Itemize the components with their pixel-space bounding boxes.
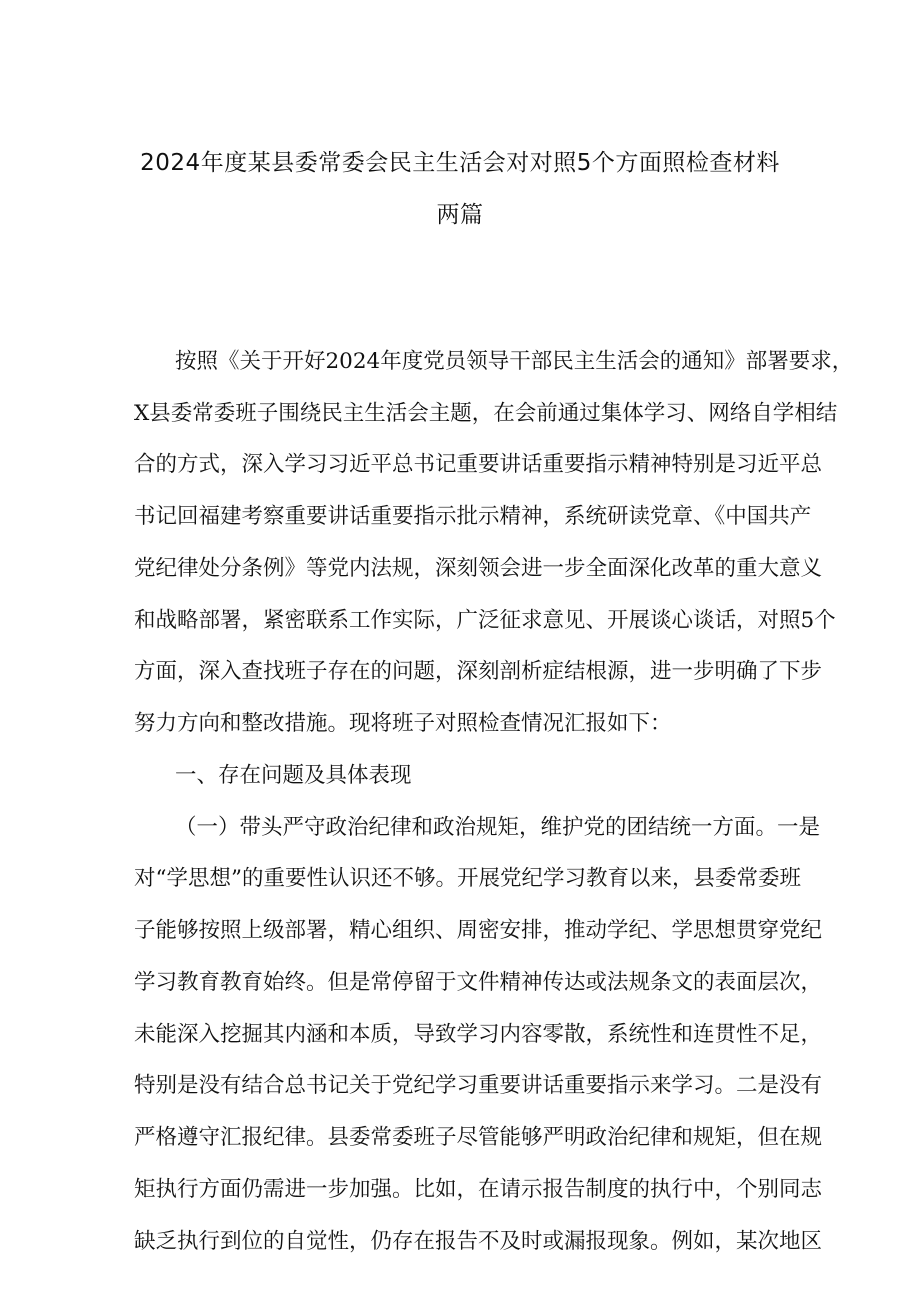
document-title-line-1: 2024年度某县委常委会民主生活会对对照5个方面照检查材料 [140,150,780,176]
paragraph-line: 党纪律处分条例》等党内法规，深刻领会进一步全面深化改革的重大意义 [134,556,823,581]
paragraph-line: （一）带头严守政治纪律和政治规矩，维护党的团结统一方面。一是 [175,815,821,840]
paragraph-line: 未能深入挖掘其内涵和本质，导致学习内容零散，系统性和连贯性不足， [134,1022,823,1047]
paragraph-line: 对“学思想”的重要性认识还不够。开展党纪学习教育以来，县委常委班 [134,866,801,891]
document-title-line-2: 两篇 [436,202,484,228]
paragraph-line: 严格遵守汇报纪律。县委常委班子尽管能够严明政治纪律和规矩，但在规 [134,1125,823,1150]
paragraph-line: 学习教育教育始终。但是常停留于文件精神传达或法规条文的表面层次， [134,970,823,995]
paragraph-line: 合的方式，深入学习习近平总书记重要讲话重要指示精神特别是习近平总 [134,452,823,477]
paragraph-line: 方面，深入查找班子存在的问题，深刻剖析症结根源，进一步明确了下步 [134,659,823,684]
paragraph-line: X县委常委班子围绕民主生活会主题，在会前通过集体学习、网络自学相结 [134,401,838,426]
paragraph-line: 书记回福建考察重要讲话重要指示批示精神，系统研读党章、《中国共产 [134,504,812,529]
section-heading: 一、存在问题及具体表现 [175,763,412,788]
paragraph-line: 和战略部署，紧密联系工作实际，广泛征求意见、开展谈心谈话，对照5个 [134,608,836,633]
paragraph-line: 按照《关于开好2024年度党员领导干部民主生活会的通知》部署要求， [175,349,854,374]
paragraph-line: 努力方向和整改措施。现将班子对照检查情况汇报如下： [134,711,672,736]
paragraph-line: 缺乏执行到位的自觉性，仍存在报告不及时或漏报现象。例如，某次地区 [134,1229,823,1254]
paragraph-line: 矩执行方面仍需进一步加强。比如，在请示报告制度的执行中，个别同志 [134,1177,823,1202]
paragraph-line: 子能够按照上级部署，精心组织、周密安排，推动学纪、学思想贯穿党纪 [134,918,823,943]
paragraph-line: 特别是没有结合总书记关于党纪学习重要讲话重要指示来学习。二是没有 [134,1073,823,1098]
